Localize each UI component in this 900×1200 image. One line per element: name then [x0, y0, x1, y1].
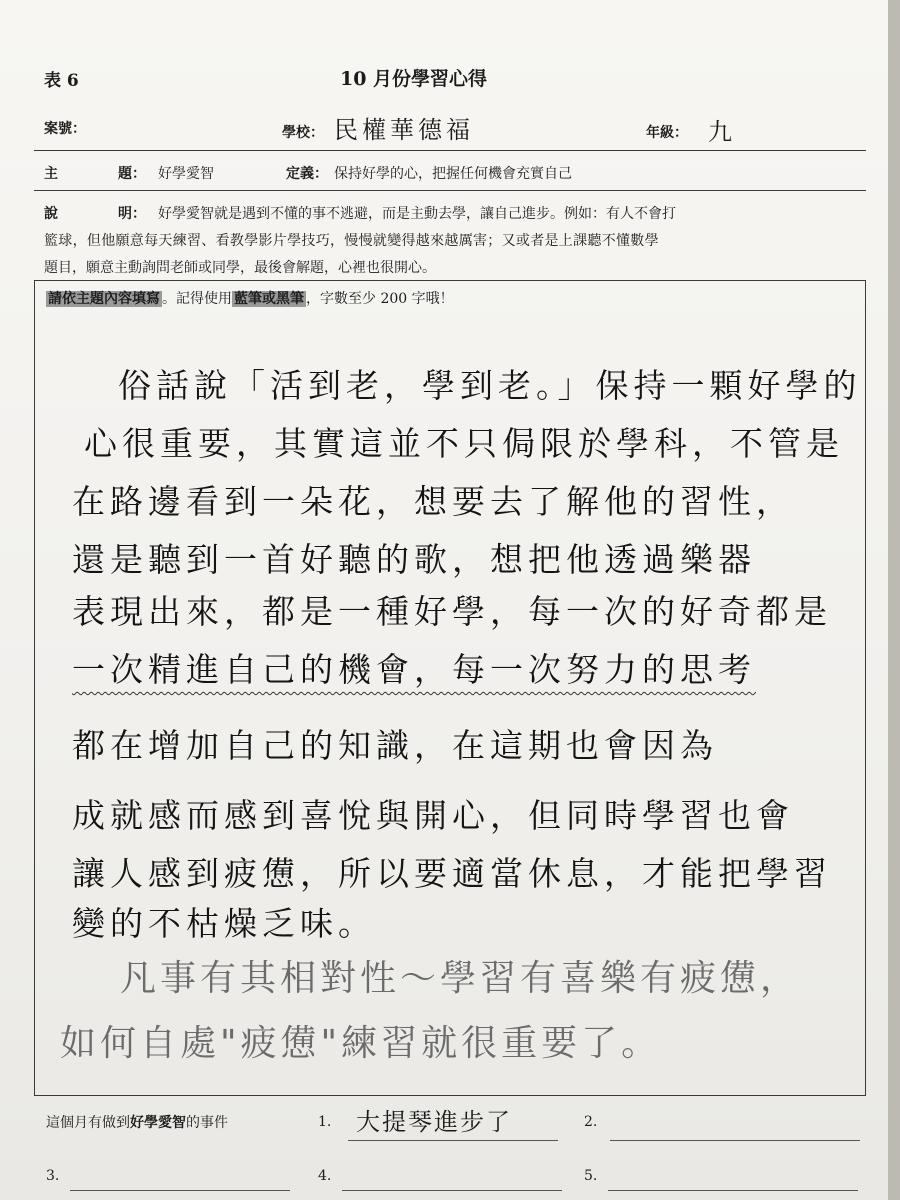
instruction-tail: ，字數至少 200 字哦！: [306, 291, 454, 307]
explain-line-2: 籃球，但他願意每天練習、看教學影片學技巧，慢慢就變得越來越厲害；又或者是上課聽不懂數學: [44, 233, 659, 249]
teacher-comment-line-2: 如何自處"疲憊"練習就很重要了。: [60, 1023, 662, 1064]
school-value: 民權華德福: [334, 116, 474, 144]
essay-line: 心很重要，其實這並不只侷限於學科，不管是: [84, 424, 844, 463]
instruction-highlight-1: 請依主題內容填寫: [48, 291, 160, 307]
explain-label-a: 說: [44, 206, 58, 222]
event-number-5: 5.: [584, 1168, 598, 1184]
grade-value: 九: [708, 118, 732, 146]
essay-line: 成就感而感到喜悅與開心，但同時學習也會: [72, 796, 794, 835]
essay-line: 表現出來，都是一種好學，每一次的好奇都是: [72, 592, 832, 631]
essay-line: 一次精進自己的機會，每一次努力的思考: [72, 650, 756, 689]
definition-value: 保持好學的心，把握任何機會充實自己: [334, 166, 572, 182]
explain-label-b: 明：: [118, 206, 146, 222]
case-label: 案號：: [44, 121, 86, 137]
instruction-mid: 。記得使用: [162, 291, 232, 307]
page-title: 10 月份學習心得: [340, 68, 488, 90]
events-label-text: 這個月有做到: [46, 1115, 130, 1131]
scan-edge: [888, 0, 900, 1200]
event-number-4: 4.: [318, 1168, 332, 1184]
event-underline-5: [608, 1190, 858, 1191]
events-label: [46, 1112, 228, 1132]
essay-line: 還是聽到一首好聽的歌，想把他透過樂器: [72, 540, 756, 579]
school-label: 學校：: [282, 125, 324, 141]
event-number-3: 3.: [46, 1168, 60, 1184]
events-highlight: 好學愛智: [130, 1115, 186, 1131]
event-underline-3: [70, 1190, 290, 1191]
essay-line: 讓人感到疲憊，所以要適當休息，才能把學習: [72, 854, 832, 893]
grade-label: 年級：: [646, 125, 688, 141]
table-number: 表 6: [44, 71, 79, 91]
event-underline-4: [342, 1190, 562, 1191]
event-underline-2: [610, 1140, 860, 1141]
teacher-comment-line-1: 凡事有其相對性～學習有喜樂有疲憊，: [120, 958, 801, 999]
event-underline-1: [348, 1140, 558, 1141]
definition-label: 定義：: [286, 166, 328, 182]
instruction: [46, 288, 454, 308]
divider: [34, 150, 866, 151]
topic-value: 好學愛智: [158, 166, 214, 182]
divider: [34, 190, 866, 191]
topic-label-main: 主: [44, 166, 58, 182]
essay-line: 俗話說「活到老，學到老。」保持一顆好學的: [118, 366, 862, 405]
essay-line: 在路邊看到一朵花，想要去了解他的習性，: [72, 482, 794, 521]
event-value-1: 大提琴進步了: [356, 1108, 512, 1136]
explain-line-3: 題目，願意主動詢問老師或同學，最後會解題，心裡也很開心。: [44, 260, 436, 276]
events-tail: 的事件: [186, 1115, 228, 1131]
topic-label-sub: 題：: [118, 166, 146, 182]
essay-line: 都在增加自己的知識，在這期也會因為: [72, 726, 718, 765]
essay-line: 變的不枯燥乏味。: [72, 904, 376, 943]
event-number-2: 2.: [584, 1114, 598, 1130]
instruction-highlight-2: 藍筆或黑筆: [234, 291, 304, 307]
event-number-1: 1.: [318, 1114, 332, 1130]
explain-line-1: 好學愛智就是遇到不懂的事不逃避，而是主動去學，讓自己進步。例如：有人不會打: [158, 206, 676, 222]
